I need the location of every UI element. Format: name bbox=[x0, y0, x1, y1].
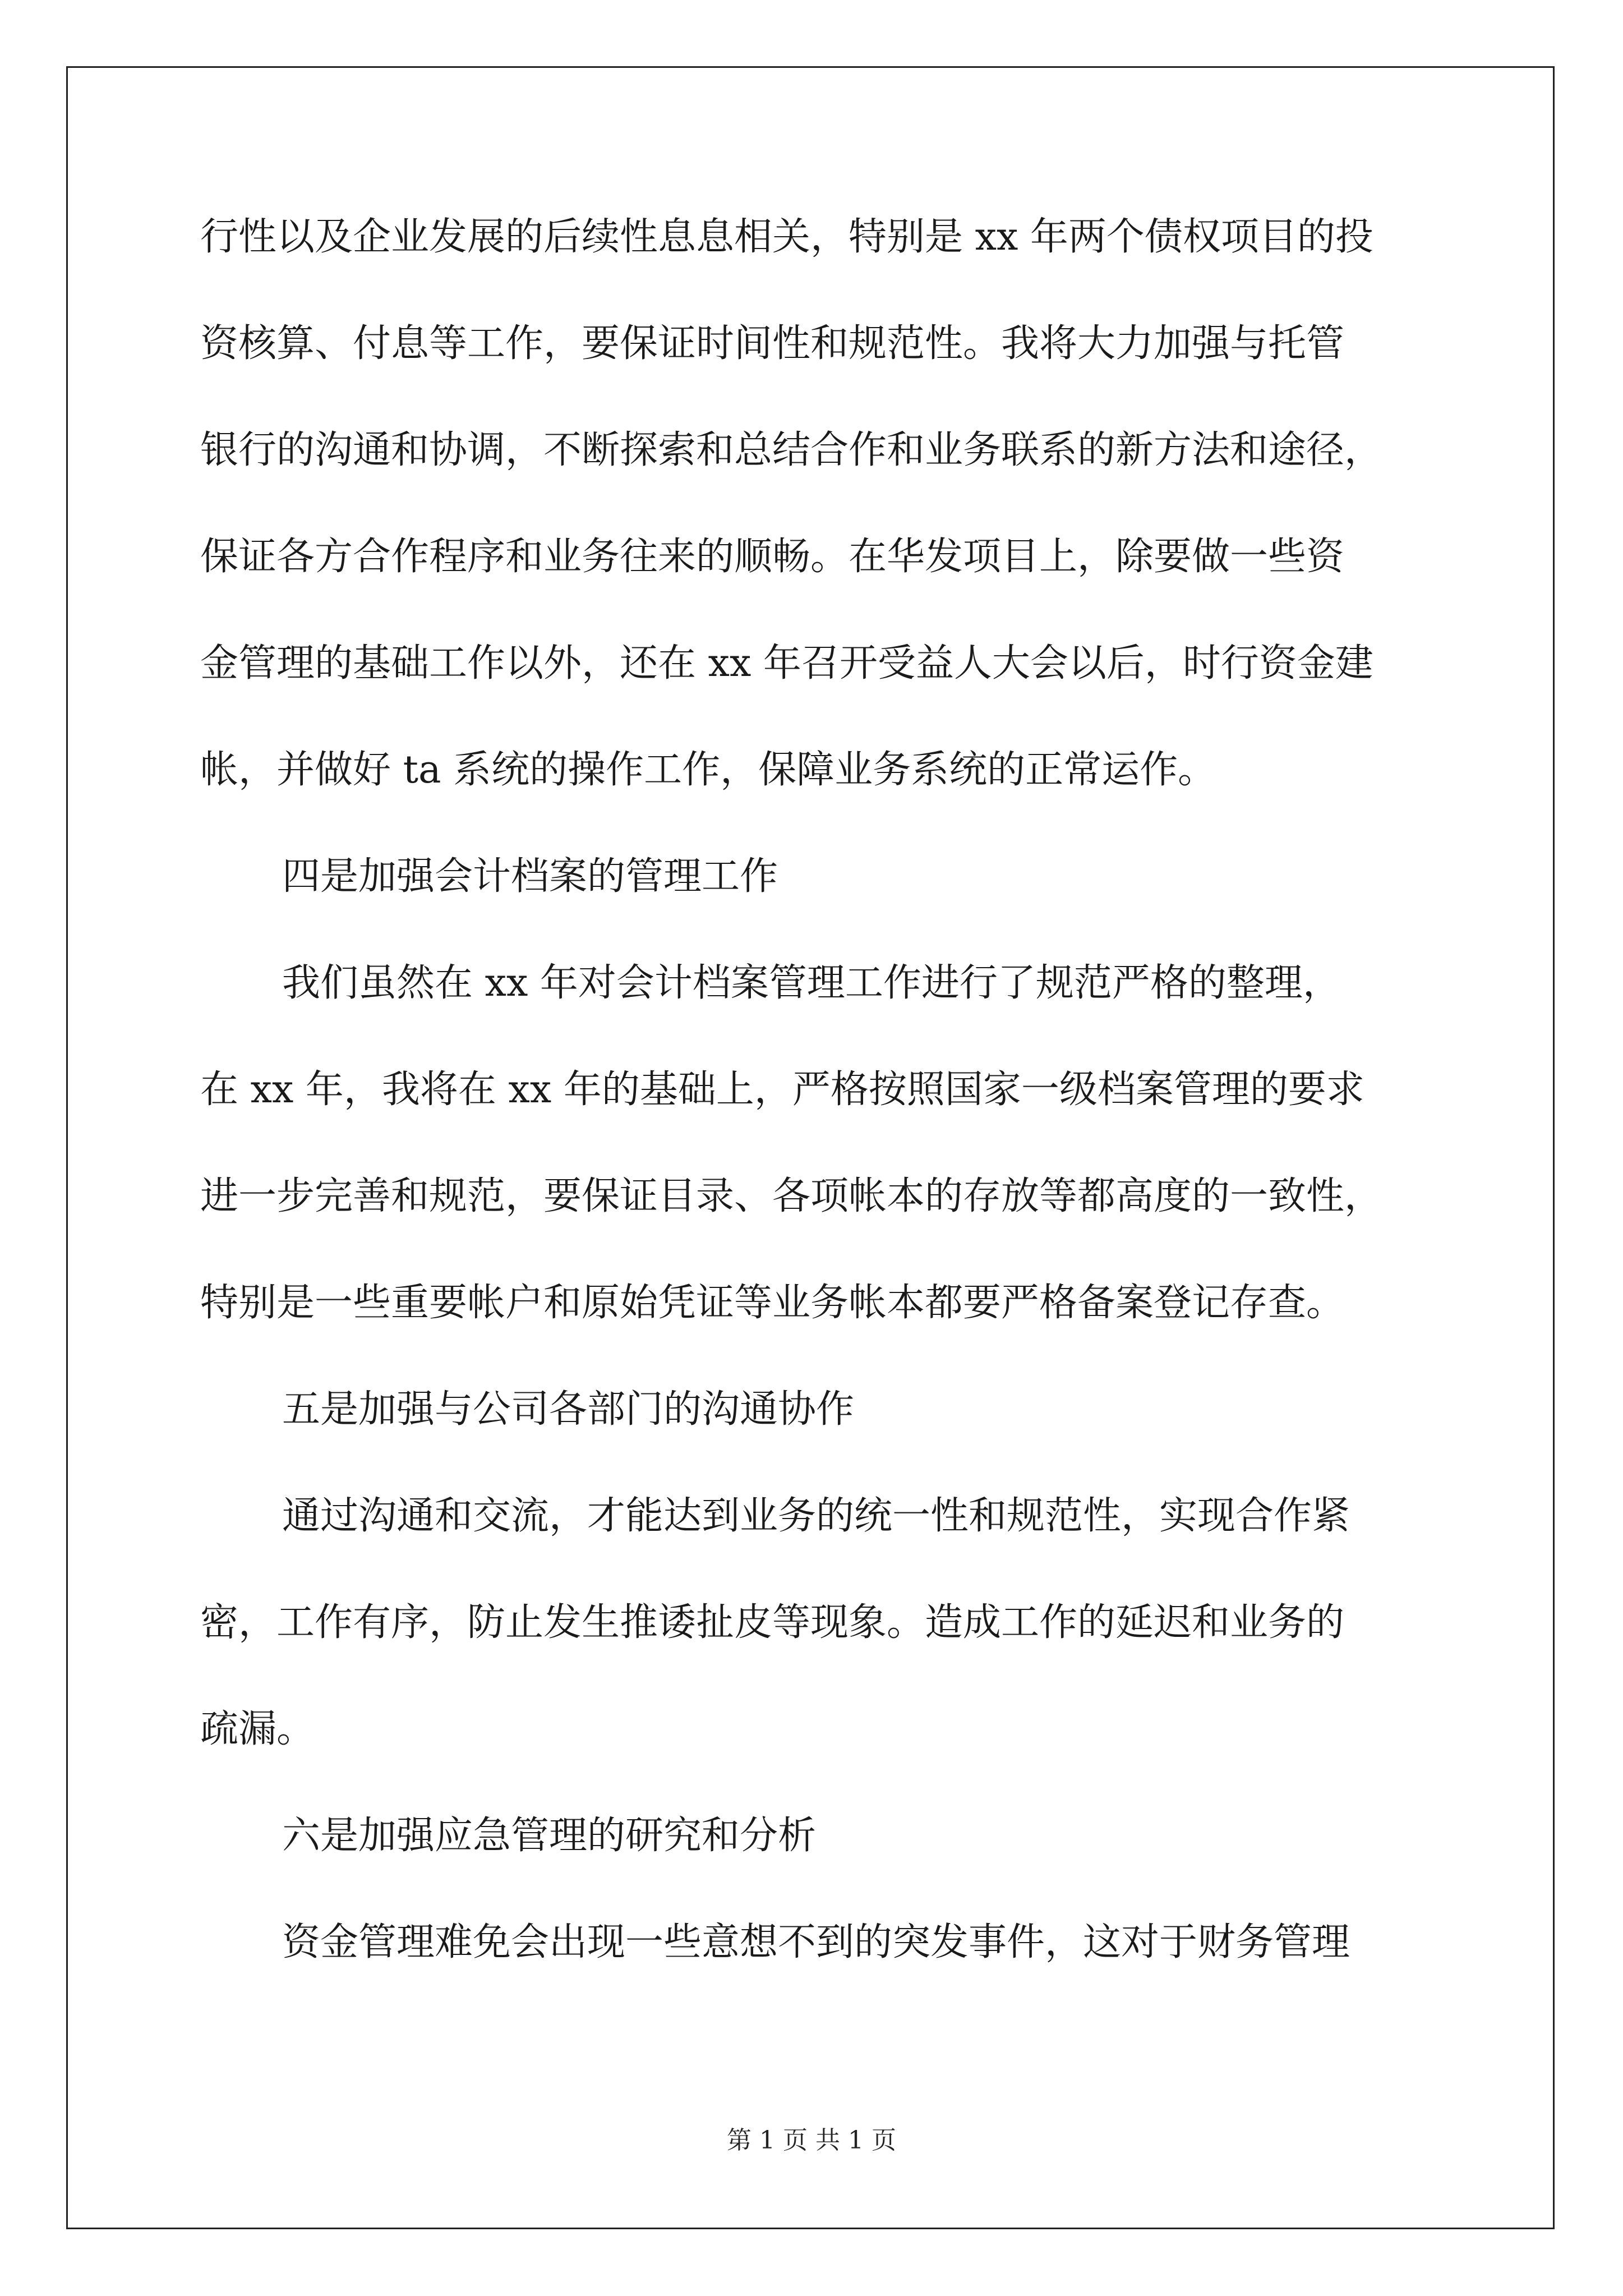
text-line: 通过沟通和交流，才能达到业务的统一性和规范性，实现合作紧 bbox=[282, 1494, 1350, 1538]
text-line: 行性以及企业发展的后续性息息相关，特别是 xx 年两个债权项目的投 bbox=[200, 215, 1373, 259]
text-line: 特别是一些重要帐户和原始凭证等业务帐本都要严格备案登记存查。 bbox=[200, 1281, 1345, 1325]
section-heading: 六是加强应急管理的研究和分析 bbox=[282, 1814, 817, 1858]
page-number-footer: 第 1 页 共 1 页 bbox=[727, 2126, 896, 2155]
text-line: 保证各方合作程序和业务往来的顺畅。在华发项目上，除要做一些资 bbox=[200, 535, 1345, 579]
text-line: 资核算、付息等工作，要保证时间性和规范性。我将大力加强与托管 bbox=[200, 321, 1345, 366]
section-heading: 五是加强与公司各部门的沟通协作 bbox=[282, 1387, 855, 1432]
text-line: 帐，并做好 ta 系统的操作工作，保障业务系统的正常运作。 bbox=[200, 748, 1216, 792]
section-heading: 四是加强会计档案的管理工作 bbox=[282, 854, 778, 899]
document-body bbox=[200, 210, 1434, 2022]
text-line: 资金管理难免会出现一些意想不到的突发事件，这对于财务管理 bbox=[282, 1920, 1350, 1964]
text-line: 在 xx 年，我将在 xx 年的基础上，严格按照国家一级档案管理的要求 bbox=[200, 1068, 1364, 1112]
text-line: 密，工作有序，防止发生推诿扯皮等现象。造成工作的延迟和业务的 bbox=[200, 1600, 1345, 1645]
text-line: 金管理的基础工作以外，还在 xx 年召开受益人大会以后，时行资金建 bbox=[200, 641, 1373, 685]
text-line: 进一步完善和规范，要保证目录、各项帐本的存放等都高度的一致性， bbox=[200, 1174, 1383, 1218]
text-line: 我们虽然在 xx 年对会计档案管理工作进行了规范严格的整理， bbox=[282, 961, 1341, 1005]
text-line: 银行的沟通和协调，不断探索和总结合作和业务联系的新方法和途径， bbox=[200, 428, 1383, 472]
text-line: 疏漏。 bbox=[200, 1707, 315, 1751]
